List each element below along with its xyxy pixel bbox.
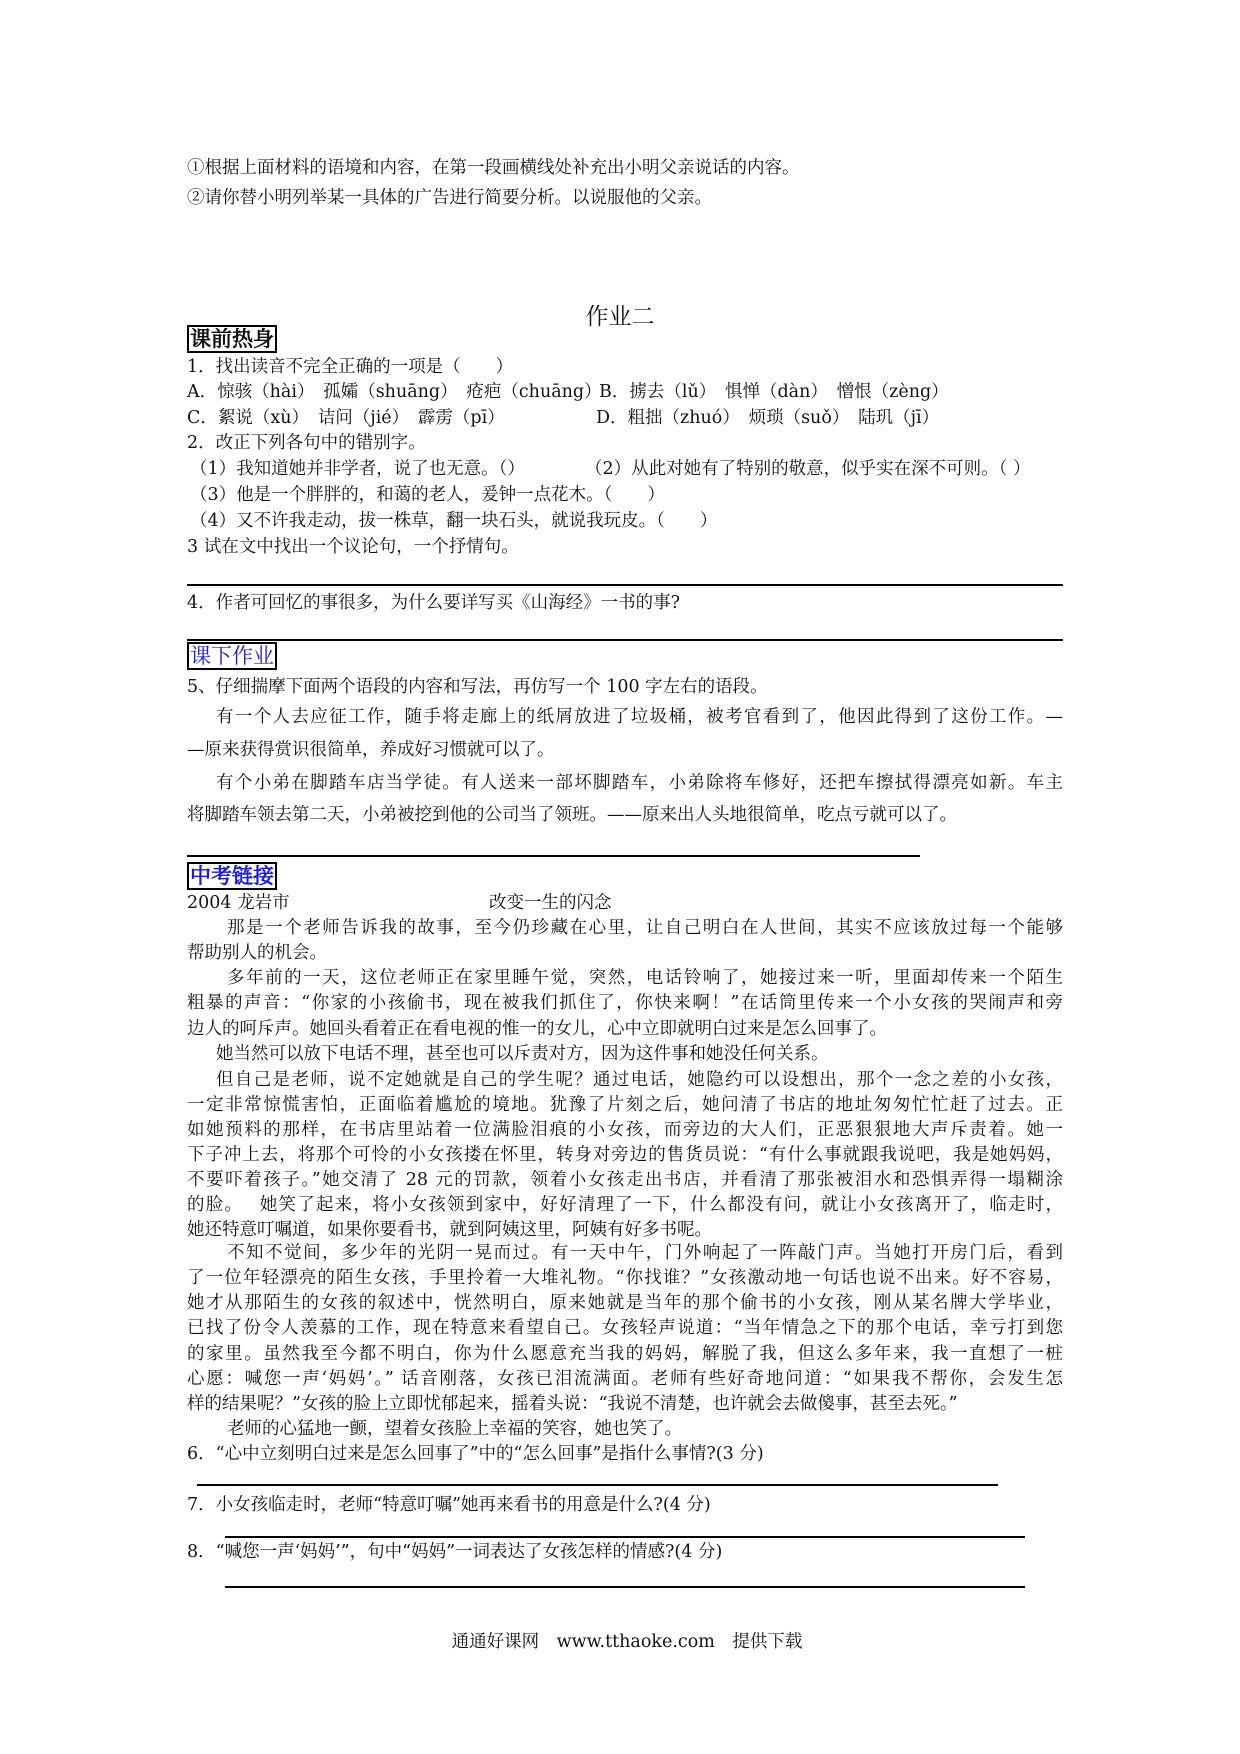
story-line: 她当然可以放下电话不理，甚至也可以斥责对方，因为这件事和她没任何关系。 (216, 1044, 829, 1064)
story-line: 心愿：喊您一声‘妈妈’。” 话音刚落，女孩已泪流满面。老师有些好奇地问道：“如果我不帮你，会发生怎 (187, 1369, 1063, 1389)
question-4: 4．作者可回忆的事很多，为什么要详写买《山海经》一书的事? (187, 593, 681, 613)
question-6: 6．“心中立刻明白过来是怎么回事了”中的“怎么回事”是指什么事情?(3 分) (187, 1444, 764, 1464)
sample-paragraph-2: 有个小弟在脚踏车店当学徒。有人送来一部坏脚踏车，小弟除将车修好，还把车擦拭得漂亮如新。车主 (216, 773, 1063, 793)
option-a: A．惊骇（hài） 孤孀（shuāng） 疮疤（chuāng） (187, 382, 602, 402)
story-line: 下子冲上去，将那个可怜的小女孩搂在怀里，转身对旁边的售货员说：“有什么事就跟我说吧，我是她妈妈， (187, 1145, 1063, 1165)
sentence-1: （1）我知道她并非学者，说了也无意。（） (190, 459, 525, 479)
section-heading-homework: 课下作业 (187, 642, 277, 670)
sample-paragraph-1: 有一个人去应征工作，随手将走廊上的纸屑放进了垃圾桶，被考官看到了，他因此得到了这份工作。— (216, 707, 1063, 727)
question-5: 5、仔细揣摩下面两个语段的内容和写法，再仿写一个 100 字左右的语段。 (187, 677, 768, 697)
question-2: 2．改正下列各句中的错别字。 (187, 433, 426, 453)
story-source: 2004 龙岩市 (187, 893, 290, 913)
story-line: 她还特意叮嘱道，如果你要看书，就到阿姨这里，阿姨有好多书呢。 (187, 1220, 712, 1240)
option-b: B．掳去（lǔ） 惧惮（dàn） 憎恨（zèng） (599, 382, 949, 402)
sentence-3: （3）他是一个胖胖的，和蔼的老人，爰钟一点花木。（ ） (190, 485, 665, 505)
story-line: 一定非常惊慌害怕，正面临着尴尬的境地。犹豫了片刻之后，她问清了书店的地址匆匆忙忙赶了过去。正 (187, 1095, 1063, 1115)
question-7: 7．小女孩临走时，老师“特意叮嘱”她再来看书的用意是什么?(4 分) (187, 1495, 711, 1515)
story-line: 如她预料的那样，在书店里站着一位满脸泪痕的小女孩，而旁边的大人们，正恶狠狠地大声斥责着。她一 (187, 1120, 1063, 1140)
story-line: 帮助别人的机会。 (187, 943, 327, 963)
story-line: 的家里。虽然我至今都不明白，你为什么愿意充当我的妈妈，解脱了我，但这么多年来，我一直想了一桩 (187, 1344, 1063, 1364)
intro-question-2: ②请你替小明列举某一具体的广告进行简要分析。以说服他的父亲。 (187, 188, 712, 208)
story-line: 粗暴的声音：“你家的小孩偷书，现在被我们抓住了，你快来啊！”在话筒里传来一个小女孩的哭闹声和旁 (187, 993, 1063, 1013)
option-d: D．粗拙（zhuó） 烦琐（suǒ） 陆玑（jī） (596, 408, 940, 428)
answer-line (187, 639, 1063, 641)
sentence-4: （4）又不许我走动，拔一株草，翻一块石头，就说我玩皮。（ ） (190, 511, 718, 531)
story-line: 已找了份令人羡慕的工作，现在特意来看望自己。女孩轻声说道：“当年情急之下的那个电话，幸亏打到您 (187, 1318, 1063, 1338)
story-line: 她才从那陌生的女孩的叙述中，恍然明白，原来她就是当年的那个偷书的小女孩，刚从某名牌大学毕业， (187, 1293, 1063, 1313)
intro-question-1: ①根据上面材料的语境和内容，在第一段画横线处补充出小明父亲说话的内容。 (187, 158, 800, 178)
answer-line (225, 1586, 1025, 1588)
homework-title: 作业二 (585, 304, 655, 330)
story-line: 不要吓着孩子。”她交清了 28 元的罚款，领着小女孩走出书店，并看清了那张被泪水和恐惧弄得一塌糊涂 (187, 1170, 1063, 1190)
story-line: 那是一个老师告诉我的故事，至今仍珍藏在心里，让自己明白在人世间，其实不应该放过每一个能够 (227, 918, 1063, 938)
story-line: 边人的呵斥声。她回头看着正在看电视的惟一的女儿，心中立即就明白过来是怎么回事了。 (187, 1019, 887, 1039)
answer-line (197, 1484, 998, 1486)
story-line: 老师的心猛地一颤，望着女孩脸上幸福的笑容，她也笑了。 (227, 1419, 682, 1439)
story-line: 了一位年轻漂亮的陌生女孩，手里拎着一大堆礼物。“你找谁？”女孩激动地一句话也说不出来。好不容易， (187, 1268, 1063, 1288)
section-heading-warmup: 课前热身 (187, 325, 277, 353)
option-c: C．絮说（xù） 诘问（jié） 霹雳（pī） (187, 408, 505, 428)
section-heading-exam-link: 中考链接 (187, 862, 277, 890)
story-line: 的脸。 她笑了起来，将小女孩领到家中，好好清理了一下，什么都没有问，就让小女孩离开了，临走时， (187, 1195, 1063, 1215)
question-8: 8．“喊您一声‘妈妈’”，句中“妈妈”一词表达了女孩怎样的情感?(4 分) (187, 1542, 723, 1562)
story-line: 不知不觉间，多少年的光阴一晃而过。有一天中午，门外响起了一阵敲门声。当她打开房门后，看到 (227, 1243, 1063, 1263)
story-line: 多年前的一天，这位老师正在家里睡午觉，突然，电话铃响了，她接过来一听，里面却传来一个陌生 (227, 968, 1063, 988)
footer-credit: 通通好课网 www.tthaoke.com 提供下载 (451, 1632, 803, 1652)
sentence-2: （2）从此对她有了特别的敬意，似乎实在深不可则。（ ） (585, 459, 1031, 479)
story-line: 样的结果呢？”女孩的脸上立即忧郁起来，摇着头说：“我说不清楚，也许就会去做傻事，甚至去死。” (187, 1394, 958, 1414)
question-3: 3 试在文中找出一个议论句，一个抒情句。 (187, 537, 519, 557)
answer-line (225, 1536, 1025, 1538)
story-title: 改变一生的闪念 (489, 893, 612, 913)
question-1: 1．找出读音不完全正确的一项是（ ） (187, 357, 514, 377)
sample-paragraph-2-cont: 将脚踏车领去第二天，小弟被挖到他的公司当了领班。——原来出人头地很简单，吃点亏就可以了。 (187, 805, 957, 825)
story-line: 但自己是老师，说不定她就是自己的学生呢？通过电话，她隐约可以设想出，那个一念之差的小女孩， (216, 1070, 1063, 1090)
sample-paragraph-1-cont: —原来获得赏识很简单，养成好习惯就可以了。 (187, 740, 555, 760)
answer-line (187, 855, 920, 857)
answer-line (187, 584, 1063, 586)
